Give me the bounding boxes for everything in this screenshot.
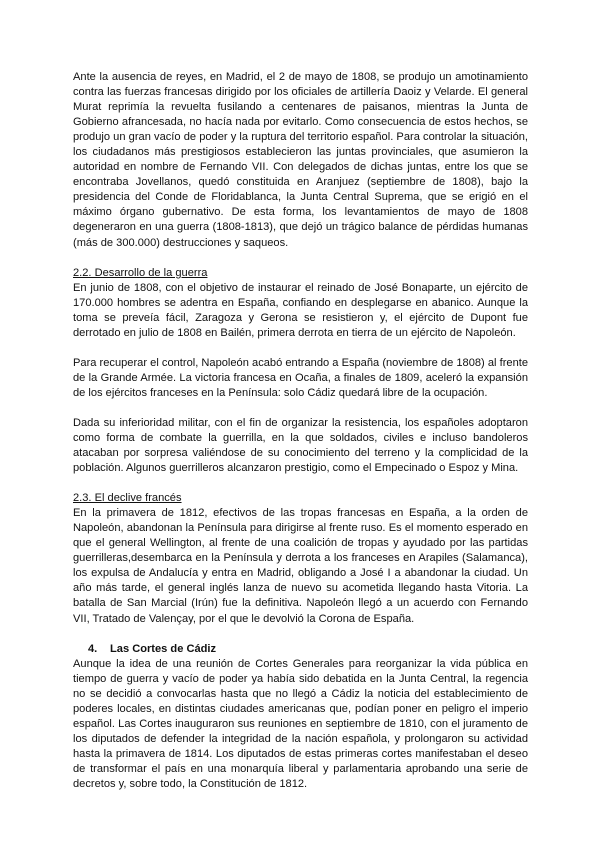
document-page	[73, 70, 528, 792]
intro-paragraph: Ante la ausencia de reyes, en Madrid, el 2 de mayo de 1808, se produjo un amotinamiento contra las fuerzas francesas dirigido por los oficiales de artillería Daoiz y Velarde. El general Murat reprimía la revuelta fusilando a centenares de paisanos, mientras la Junta de Gobierno afrancesada, no hacía nada por evitarlo. Como consecuencia de estos hechos, se produjo un gran vacío de poder y la ruptura del territorio español. Para controlar la situación, los ciudadanos más prestigiosos establecieron las juntas provinciales, que asumieron la autoridad en nombre de Fernando VII. Con delegados de dichas juntas, entre los que se encontraba Jovellanos, quedó constituida en Aranjuez (septiembre de 1808), bajo la presidencia del Conde de Floridablanca, la Junta Central Suprema, que se erigió en el máximo órgano gubernativo. De esta forma, los levantamientos de mayo de 1808 degeneraron en una guerra (1808-1813), que dejó un trágico balance de pérdidas humanas (más de 300.000) destrucciones y saqueos.	[73, 71, 528, 249]
section-4-number: 4.	[88, 642, 98, 655]
section-2-3-title: 2.3. El declive francés	[73, 492, 182, 505]
section-4-paragraph: Aunque la idea de una reunión de Cortes Generales para reorganizar la vida pública en tiempo de guerra y vacío de poder ya había sido debatida en la Junta Central, la regencia no se decidió a convocarlas hasta que no llegó a Cádiz la noticia del establecimiento de poderes locales, en distintas ciudades americanas que, podían poner en peligro el imperio español. Las Cortes inauguraron sus reuniones en septiembre de 1810, con el juramento de los diputados de defender la integridad de la nación española, y prolongaron su actividad hasta la primavera de 1814. Los diputados de estas primeras cortes manifestaban el deseo de transformar el país en una monarquía liberal y parlamentaria aprobando una serie de decretos y, sobre todo, la Constitución de 1812.	[73, 657, 528, 790]
section-2-2-paragraph-3: Dada su inferioridad militar, con el fin de organizar la resistencia, los españoles adoptaron como forma de combate la guerrilla, en la que soldados, civiles e incluso bandoleros atacaban por sorpresa valiéndose de su conocimiento del terreno y la complicidad de la población. Algunos guerrilleros alcanzaron prestigio, como el Empecinado o Espoz y Mina.	[73, 416, 528, 475]
section-4-heading	[73, 642, 528, 657]
section-2-2-paragraph-1: En junio de 1808, con el objetivo de instaurar el reinado de José Bonaparte, un ejército de 170.000 hombres se adentra en España, confiando en desplegarse en abanico. Aunque la toma se preveía fácil, Zaragoza y Gerona se resistieron y, el ejército de Dupont fue derrotado en julio de 1808 en Bailén, primera derrota en tierra de un ejército de Napoleón.	[73, 281, 528, 339]
spacer	[73, 341, 528, 356]
spacer	[73, 401, 528, 416]
section-2-2-title: 2.2. Desarrollo de la guerra	[73, 266, 208, 279]
section-2-3-paragraph: En la primavera de 1812, efectivos de las tropas francesas en España, a la orden de Napoleón, abandonan la Península para dirigirse al frente ruso. Es el momento esperado en que el general Wellington, al frente de una coalición de tropas y ayudado por las partidas guerrilleras,desembarca en la Península y derrota a los franceses en Arapiles (Salamanca), los expulsa de Andalucía y entra en Madrid, obligando a José I a abandonar la ciudad. Un año más tarde, el general inglés lanza de nuevo su acometida llegando hasta Vitoria. La batalla de San Marcial (Irún) fue la definitiva. Napoleón llegó a un acuerdo con Fernando VII, Tratado de Valençay, por el que le devolvió la Corona de España.	[73, 507, 528, 625]
spacer	[73, 627, 528, 642]
section-2-2-paragraph-2: Para recuperar el control, Napoleón acabó entrando a España (noviembre de 1808) al frente de la Grande Armée. La victoria francesa en Ocaña, a finales de 1809, aceleró la expansión de los ejércitos franceses en la Península: solo Cádiz quedará libre de la ocupación.	[73, 356, 528, 399]
spacer	[73, 476, 528, 491]
section-4-title: Las Cortes de Cádiz	[110, 642, 217, 655]
spacer	[73, 251, 528, 266]
